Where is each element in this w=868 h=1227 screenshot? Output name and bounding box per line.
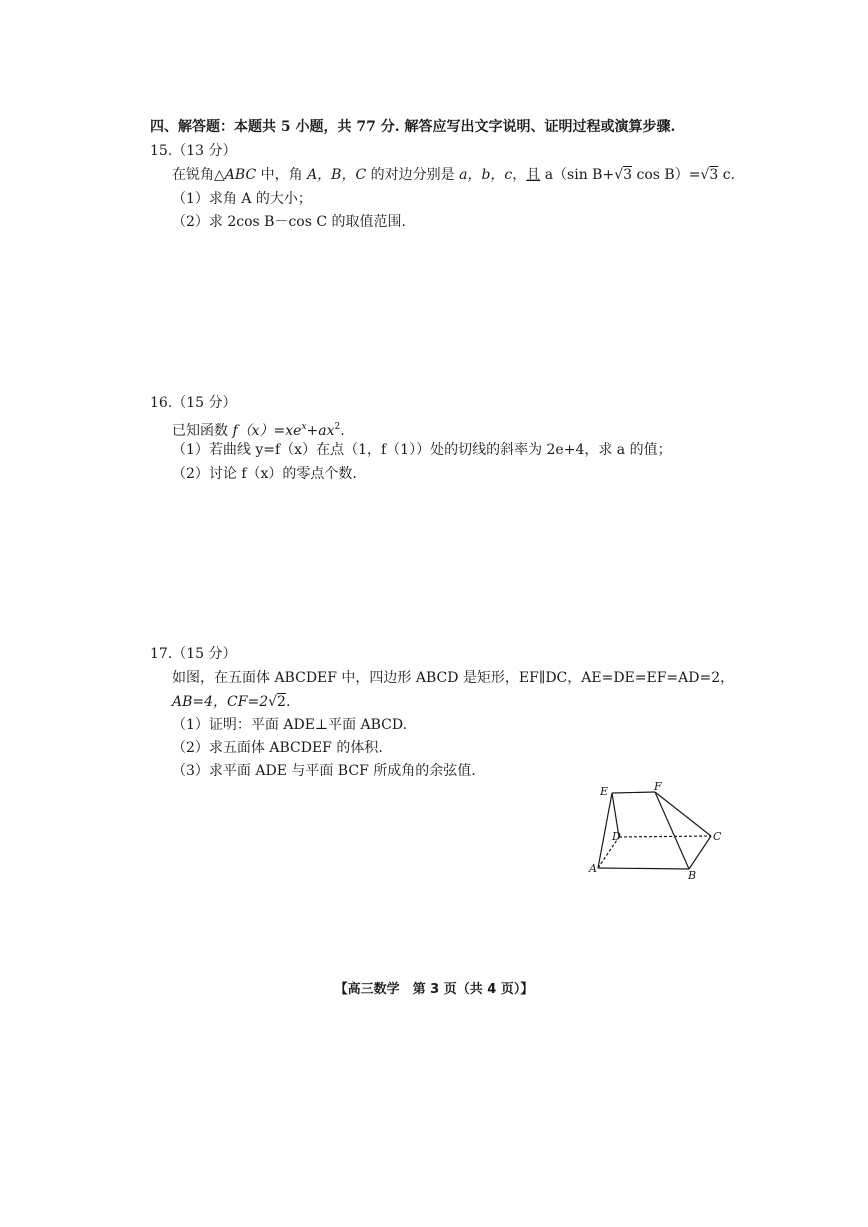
q17-part2: （2）求五面体 ABCDEF 的体积. bbox=[172, 740, 383, 756]
section-heading: 四、解答题：本题共 5 小题，共 77 分. 解答应写出文字说明、证明过程或演算步骤. bbox=[150, 119, 676, 135]
edge-EF bbox=[612, 792, 655, 793]
q17-sqrt: 2 bbox=[277, 694, 286, 710]
edge-DC bbox=[619, 836, 711, 837]
q17-part3: （3）求平面 ADE 与平面 BCF 所成角的余弦值. bbox=[172, 763, 476, 779]
q15-sqrt: 3 bbox=[623, 167, 633, 183]
q16-stem-text: . bbox=[340, 423, 345, 439]
pentahedron-figure bbox=[585, 780, 725, 880]
edge-FB bbox=[655, 792, 689, 869]
q17-part1: （1）证明：平面 ADE⊥平面 ABCD. bbox=[172, 717, 408, 733]
q15-stem-text: 的对边分别是 bbox=[366, 167, 460, 183]
q16-stem-text: x bbox=[301, 422, 307, 432]
q16-number: 16.（15 分） bbox=[150, 395, 237, 411]
label-A: A bbox=[589, 862, 597, 875]
q17-stem-text: . bbox=[285, 694, 291, 710]
label-D: D bbox=[612, 830, 621, 843]
q15-stem-text: 在锐角△ bbox=[172, 167, 225, 183]
q15-stem-text: a（sin B+ bbox=[540, 167, 615, 183]
q15-sqrt: 3 bbox=[709, 167, 719, 183]
q16-stem-text: +ax bbox=[306, 423, 335, 439]
q17-stem-line1: 如图，在五面体 ABCDEF 中，四边形 ABCD 是矩形，EF∥DC，AE=DE=EF=AD=2， bbox=[172, 670, 735, 686]
q17-stem-text: AB=4，CF=2 bbox=[172, 694, 269, 710]
label-C: C bbox=[713, 830, 722, 843]
page-footer: 【高三数学 第 3 页（共 4 页）】 bbox=[334, 982, 534, 997]
q15-stem-text: c. bbox=[718, 167, 736, 183]
label-E: E bbox=[600, 785, 609, 798]
q15-number: 15.（13 分） bbox=[150, 143, 237, 159]
q15-stem: 在锐角△ABC 中，角 A，B，C 的对边分别是 a，b，c，且 a（sin B+√3 cos B）=√3 c. bbox=[172, 167, 736, 183]
q16-stem-text: f（x）=xe bbox=[232, 423, 302, 439]
q15-part1: （1）求角 A 的大小； bbox=[172, 191, 312, 207]
label-F: F bbox=[654, 780, 662, 793]
q16-part2: （2）讨论 f（x）的零点个数. bbox=[172, 466, 357, 482]
q17-number: 17.（15 分） bbox=[150, 646, 237, 662]
edge-EA bbox=[598, 793, 612, 868]
q17-stem-line2: AB=4，CF=2√2. bbox=[172, 694, 291, 710]
q16-stem-text: 2 bbox=[334, 422, 341, 432]
q15-stem-text: ， bbox=[512, 167, 527, 183]
q15-part2: （2）求 2cos B－cos C 的取值范围. bbox=[172, 214, 406, 230]
q15-stem-text: cos B）= bbox=[632, 167, 701, 183]
q15-stem-text: ABC bbox=[224, 167, 257, 183]
q15-stem-text: a，b，c bbox=[459, 167, 513, 183]
q15-stem-text: 中，角 bbox=[256, 167, 308, 183]
q15-stem-text: A，B，C bbox=[307, 167, 367, 183]
q15-stem-text: 且 bbox=[526, 167, 541, 183]
q16-part1: （1）若曲线 y=f（x）在点（1，f（1））处的切线的斜率为 2e+4，求 a 的值； bbox=[172, 442, 672, 458]
q16-stem-text: 已知函数 bbox=[172, 423, 233, 439]
q16-stem bbox=[172, 418, 345, 440]
label-B: B bbox=[688, 869, 697, 880]
edge-AB bbox=[598, 868, 689, 869]
edge-BC bbox=[689, 836, 711, 869]
edge-FC bbox=[655, 792, 711, 836]
